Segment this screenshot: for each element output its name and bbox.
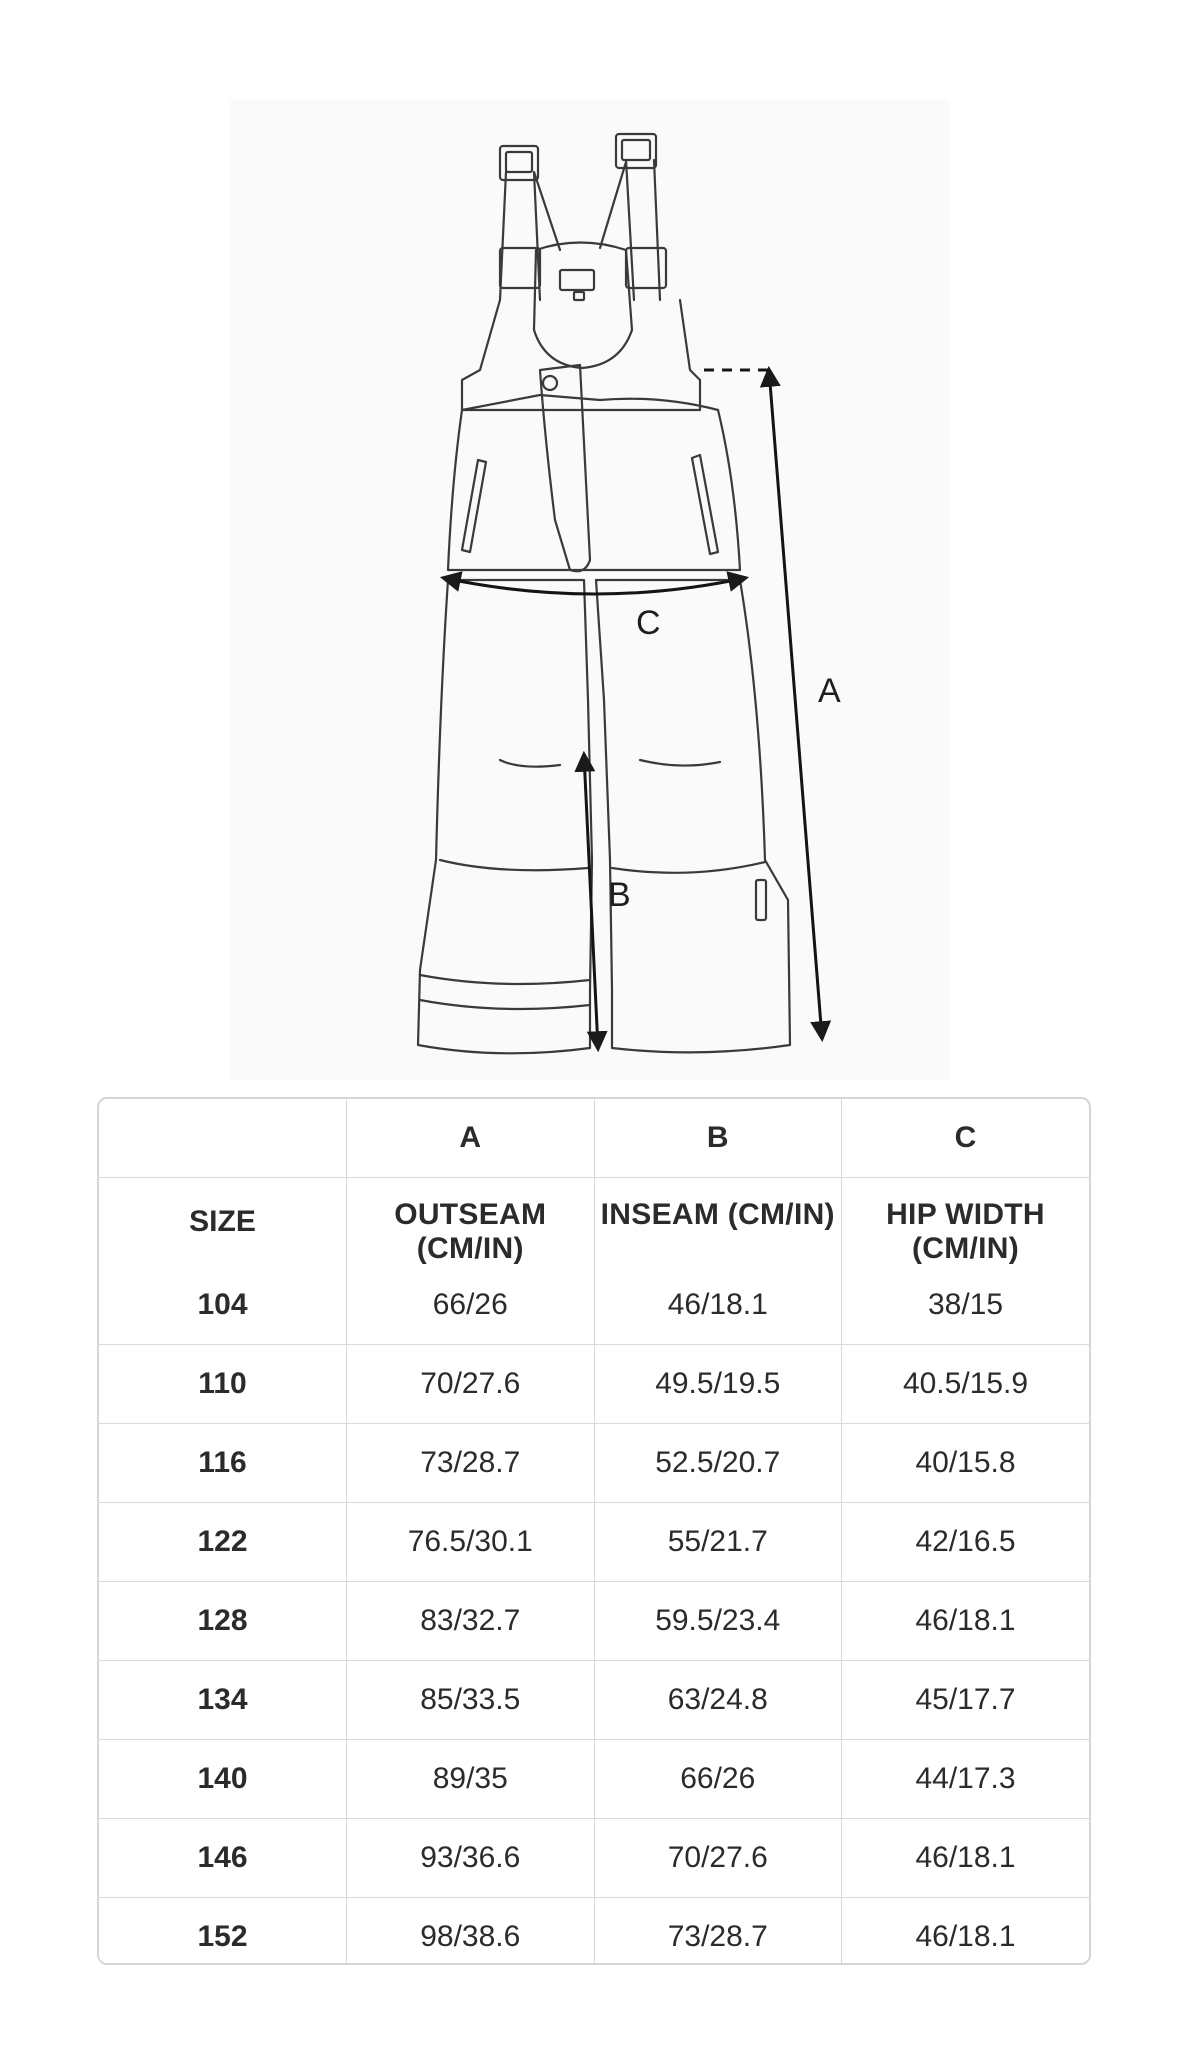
header-a: A [347, 1099, 595, 1177]
table-row [99, 1424, 1089, 1503]
inseam-cell: 63/24.8 [594, 1661, 842, 1740]
hip-width-cell: 45/17.7 [842, 1661, 1090, 1740]
size-cell: 116 [99, 1424, 347, 1503]
hip-width-cell: 40.5/15.9 [842, 1345, 1090, 1424]
hip-width-cell: 46/18.1 [842, 1819, 1090, 1898]
outseam-cell: 85/33.5 [347, 1661, 595, 1740]
size-cell: 152 [99, 1898, 347, 1966]
inseam-cell: 49.5/19.5 [594, 1345, 842, 1424]
inseam-cell: 59.5/23.4 [594, 1582, 842, 1661]
table-letter-header-row [99, 1099, 1089, 1177]
hip-width-cell: 46/18.1 [842, 1582, 1090, 1661]
size-table [99, 1099, 1089, 1965]
size-cell: 122 [99, 1503, 347, 1582]
outseam-cell: 98/38.6 [347, 1898, 595, 1966]
hip-width-cell: 42/16.5 [842, 1503, 1090, 1582]
header-empty-cell [99, 1099, 347, 1177]
inseam-cell: 52.5/20.7 [594, 1424, 842, 1503]
size-rows [99, 1266, 1089, 1966]
hip-width-cell: 38/15 [842, 1266, 1090, 1345]
inseam-cell: 66/26 [594, 1740, 842, 1819]
outseam-cell: 93/36.6 [347, 1819, 595, 1898]
outseam-cell: 70/27.6 [347, 1345, 595, 1424]
header-c: C [842, 1099, 1090, 1177]
inseam-cell: 55/21.7 [594, 1503, 842, 1582]
hip-width-cell: 40/15.8 [842, 1424, 1090, 1503]
outseam-cell: 66/26 [347, 1266, 595, 1345]
outseam-cell: 76.5/30.1 [347, 1503, 595, 1582]
hip-width-cell: 44/17.3 [842, 1740, 1090, 1819]
outseam-cell: 83/32.7 [347, 1582, 595, 1661]
size-chart-table [97, 1097, 1091, 1965]
inseam-cell: 70/27.6 [594, 1819, 842, 1898]
outseam-cell: 89/35 [347, 1740, 595, 1819]
table-row [99, 1582, 1089, 1661]
table-row [99, 1898, 1089, 1966]
header-b: B [594, 1099, 842, 1177]
hip-width-header: HIP WIDTH (CM/IN) [842, 1177, 1090, 1266]
table-row [99, 1503, 1089, 1582]
inseam-cell: 73/28.7 [594, 1898, 842, 1966]
dimension-c-label: C [636, 604, 661, 642]
table-row [99, 1740, 1089, 1819]
size-column-header: SIZE [99, 1177, 347, 1266]
hip-width-cell: 46/18.1 [842, 1898, 1090, 1966]
dimension-a-label: A [818, 672, 841, 710]
table-row [99, 1266, 1089, 1345]
inseam-cell: 46/18.1 [594, 1266, 842, 1345]
table-row [99, 1661, 1089, 1740]
size-cell: 140 [99, 1740, 347, 1819]
size-cell: 104 [99, 1266, 347, 1345]
size-cell: 134 [99, 1661, 347, 1740]
size-cell: 146 [99, 1819, 347, 1898]
size-cell: 128 [99, 1582, 347, 1661]
table-subheader-row [99, 1177, 1089, 1266]
inseam-header: INSEAM (CM/IN) [594, 1177, 842, 1266]
dimension-b-label: B [608, 876, 631, 914]
table-row [99, 1819, 1089, 1898]
outseam-cell: 73/28.7 [347, 1424, 595, 1503]
table-row [99, 1345, 1089, 1424]
size-cell: 110 [99, 1345, 347, 1424]
outseam-header: OUTSEAM (CM/IN) [347, 1177, 595, 1266]
